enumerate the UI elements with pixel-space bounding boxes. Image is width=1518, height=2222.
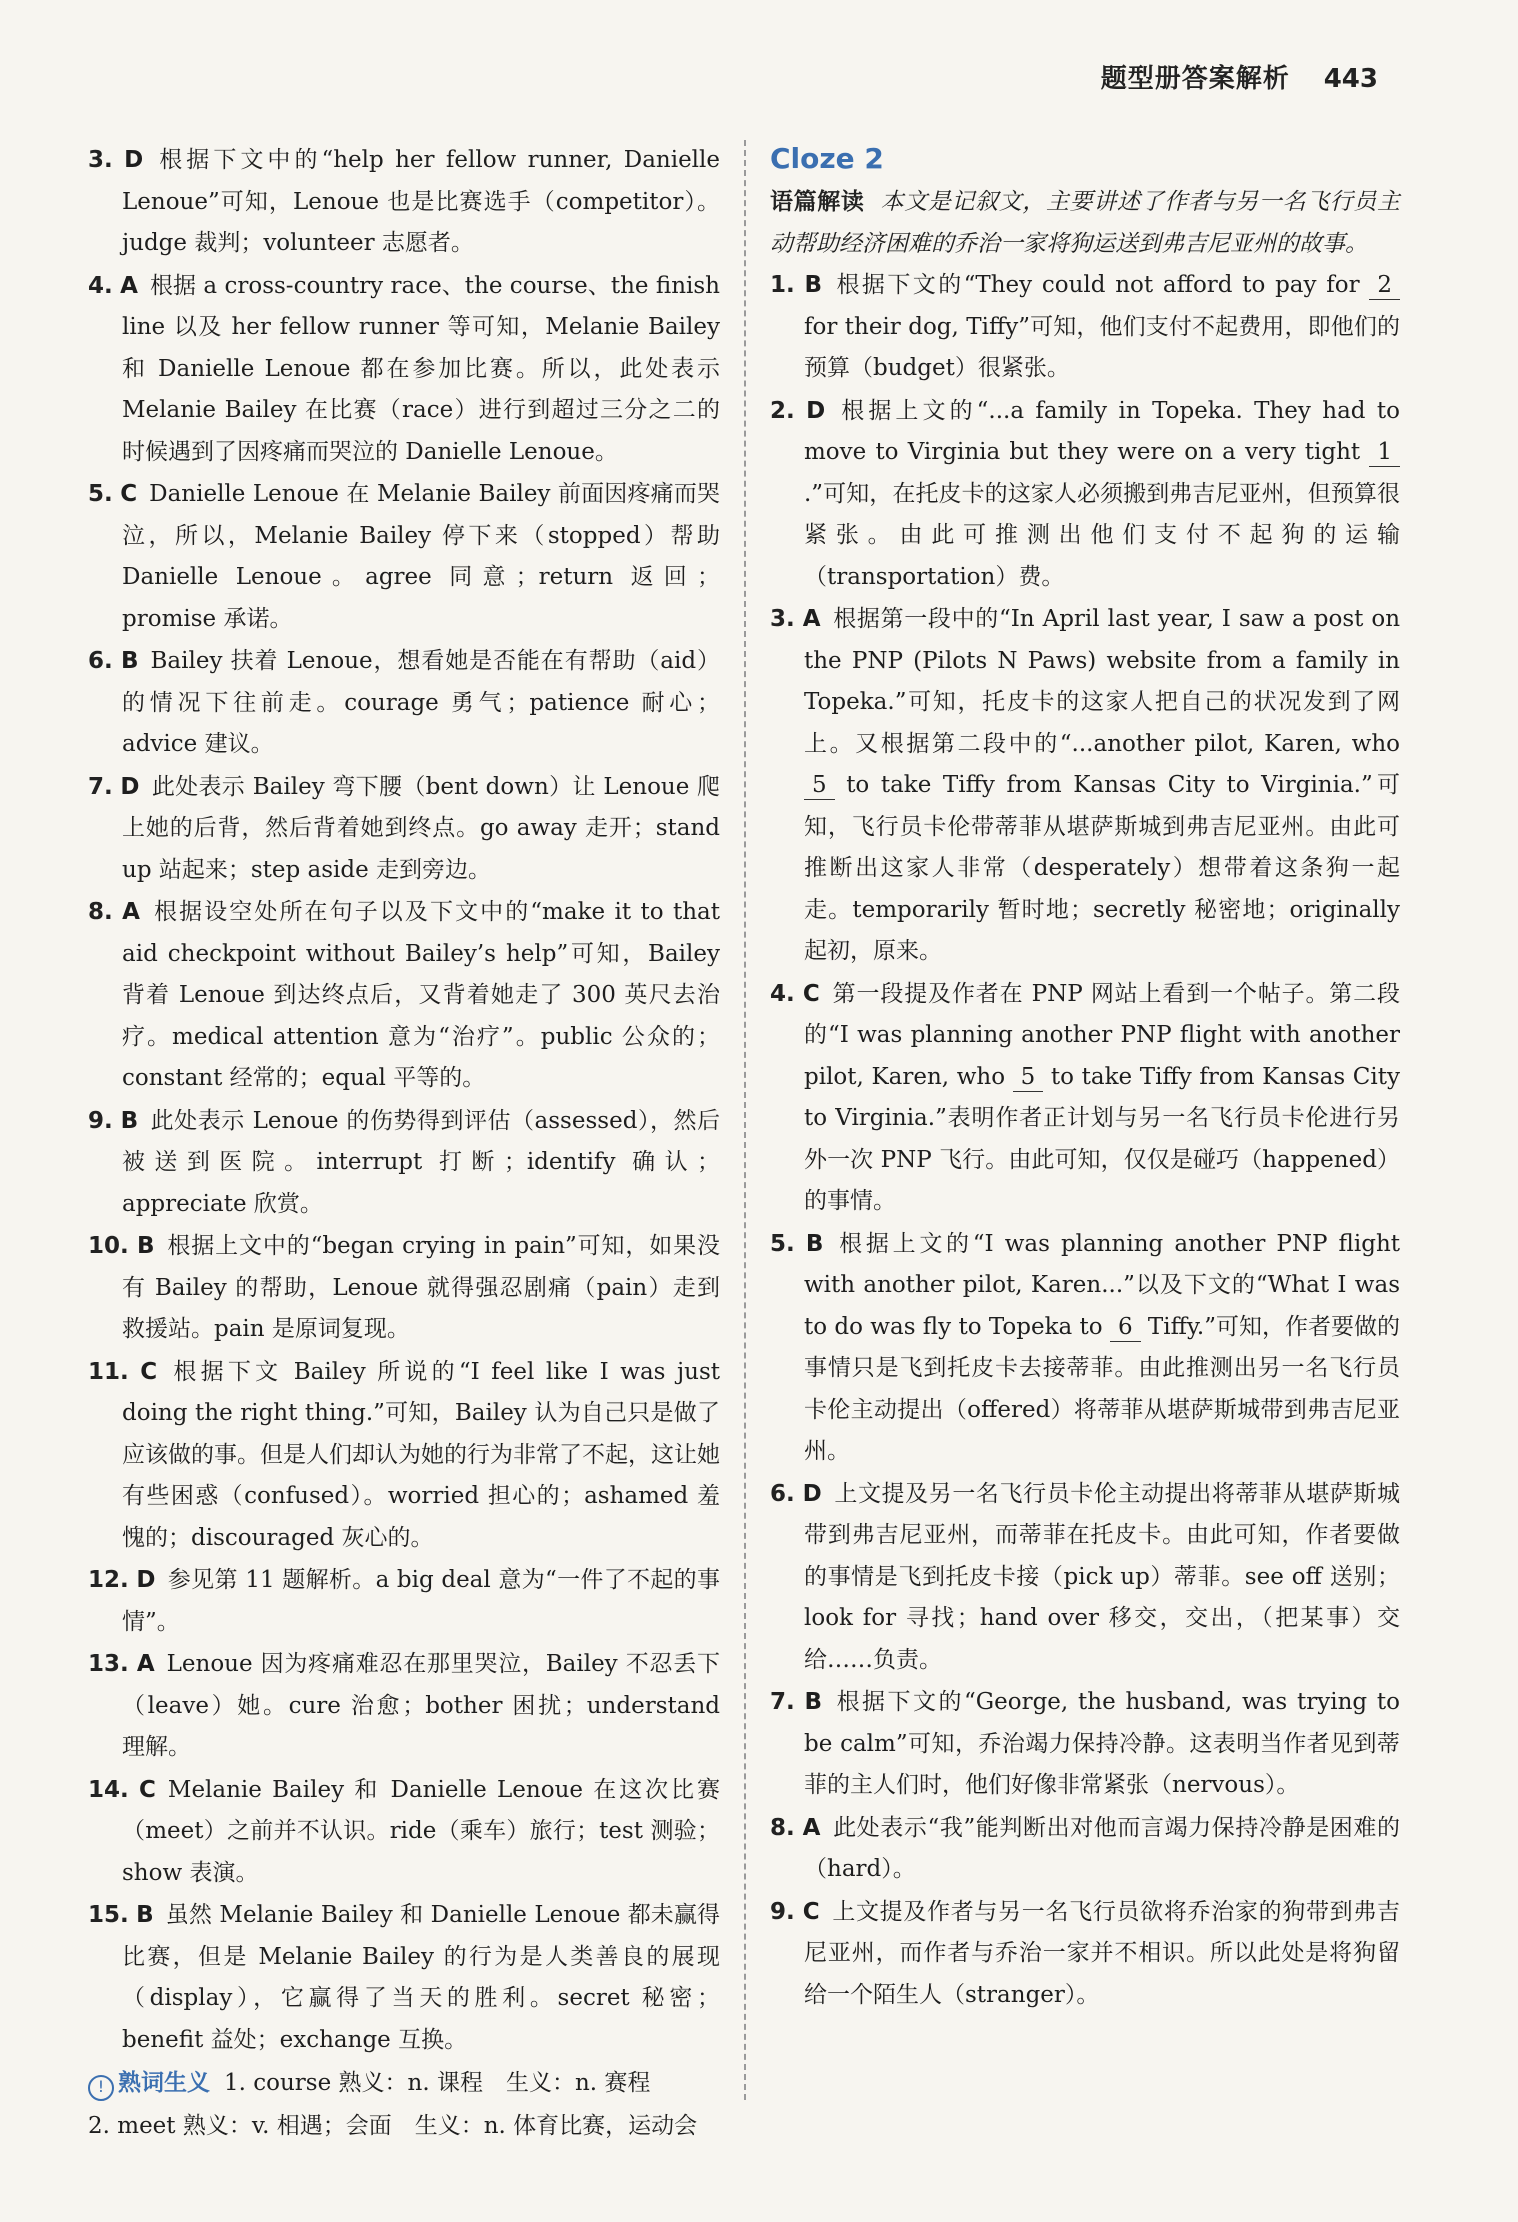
explanation-text: 第一段提及作者在 PNP 网站上看到一个帖子。第二段的“I was planning another PNP flight with another pilot, Karen, who [804, 980, 1401, 1090]
item-number: 6. [88, 648, 113, 674]
header-title: 题型册答案解析 [1100, 64, 1290, 94]
vocab-box [88, 2063, 720, 2105]
item-number: 10. [88, 1233, 129, 1259]
explanation-text-cont: for their dog, Tiffy”可知，他们支付不起费用，即他们的预算（budget）很紧张。 [804, 313, 1400, 381]
answer-item [88, 1895, 720, 2061]
explanation-text: Danielle Lenoue 在 Melanie Bailey 前面因疼痛而哭泣，所以，Melanie Bailey 停下来（stopped）帮助 Danielle Lenoue。agree 同意；return 返回；promise 承诺。 [122, 481, 720, 632]
page-number: 443 [1323, 64, 1378, 94]
answer-letter: D [136, 1567, 156, 1593]
intro-label: 语篇解读 [770, 189, 865, 215]
explanation-text: 根据第一段中的“In April last year, I saw a post on the PNP (Pilots N Paws) website from a family in Topeka.”可知，托皮卡的这家人把自己的状况发到了网上。又根据第二段中的“...another pilot, Karen, who [804, 606, 1401, 757]
item-number: 5. [88, 481, 113, 507]
explanation-text: 根据下文中的“help her fellow runner, Danielle Lenoue”可知，Lenoue 也是比赛选手（competitor）。judge 裁判；volunteer 志愿者。 [122, 147, 721, 256]
answer-item [88, 892, 720, 1100]
item-number: 8. [770, 1814, 795, 1841]
answer-item [770, 1682, 1400, 1807]
item-number: 14. [88, 1776, 129, 1803]
explanation-text: 上文提及作者与另一名飞行员欲将乔治家的狗带到弗吉尼亚州，而作者与乔治一家并不相识。所以此处是将狗留给一个陌生人（stranger）。 [804, 1898, 1401, 2008]
answer-item [770, 1474, 1400, 1682]
item-number: 15. [88, 1902, 129, 1928]
answer-item [770, 599, 1400, 973]
answer-item [88, 1226, 720, 1351]
item-number: 11. [88, 1358, 129, 1385]
item-number: 1. [770, 272, 795, 298]
explanation-text: 根据上文的“...a family in Topeka. They had to move to Virginia but they were on a very tight [804, 397, 1401, 465]
answer-letter: C [139, 1776, 156, 1803]
explanation-text-cont: Tiffy.”可知，作者要做的事情只是飞到托皮卡去接蒂菲。由此推测出另一名飞行员卡伦主动提出（offered）将蒂菲从堪萨斯城带到弗吉尼亚州。 [804, 1313, 1400, 1464]
vocab-line-1: 1. course 熟义：n. 课程 生义：n. 赛程 [224, 2070, 651, 2096]
answer-letter: B [136, 1233, 155, 1259]
item-number: 12. [88, 1567, 129, 1593]
blank-number: 1 [1369, 438, 1400, 467]
item-number: 13. [88, 1651, 129, 1677]
item-number: 3. [770, 606, 795, 632]
item-number: 4. [88, 272, 113, 299]
explanation-text-cont: .”可知，在托皮卡的这家人必须搬到弗吉尼亚州，但预算很紧张。由此可推测出他们支付不起狗的运输（transportation）费。 [804, 480, 1400, 590]
explanation-text-cont: to take Tiffy from Kansas City to Virginia.”可知，飞行员卡伦带蒂菲从堪萨斯城到弗吉尼亚州。由此可推断出这家人非常（desperately）想带着这条狗一起走。temporarily 暂时地；secretly 秘密地；originally 起初，原来。 [804, 772, 1400, 964]
item-number: 9. [770, 1898, 795, 1925]
explanation-text: Lenoue 因为疼痛难忍在那里哭泣，Bailey 不忍丢下（leave）她。cure 治愈；bother 困扰；understand 理解。 [122, 1651, 721, 1760]
explanation-text: 此处表示“我”能判断出对他而言竭力保持冷静是困难的（hard）。 [804, 1814, 1400, 1882]
cloze-title: Cloze 2 [770, 142, 884, 175]
passage-intro [770, 182, 1400, 265]
answer-item [88, 266, 720, 474]
item-number: 7. [770, 1689, 795, 1715]
answer-letter: C [140, 1358, 158, 1385]
answer-letter: B [804, 272, 823, 298]
answer-item [770, 1808, 1400, 1891]
item-number: 2. [770, 397, 795, 424]
blank-number: 5 [804, 771, 835, 800]
left-column [88, 140, 720, 2148]
answer-letter: A [802, 1814, 821, 1841]
vocab-line-2: 2. meet 熟义：v. 相遇；会面 生义：n. 体育比赛，运动会 [88, 2112, 698, 2139]
item-number: 4. [770, 980, 795, 1007]
item-number: 3. [88, 147, 113, 173]
explanation-text: 根据下文 Bailey 所说的“I feel like I was just doing the right thing.”可知，Bailey 认为自己只是做了应该做的事。但是人们却认为她的行为非常了不起，这让她有些困惑（confused）。worried 担心的；ashamed 羞愧的；discouraged 灰心的。 [122, 1358, 720, 1551]
answer-item [88, 1101, 720, 1226]
item-number: 5. [770, 1230, 795, 1257]
explanation-text: Bailey 扶着 Lenoue，想看她是否能在有帮助（aid）的情况下往前走。courage 勇气；patience 耐心；advice 建议。 [122, 648, 720, 757]
answer-letter: A [802, 606, 821, 632]
answer-letter: C [802, 1898, 820, 1925]
answer-letter: D [806, 397, 826, 424]
explanation-text: 上文提及另一名飞行员卡伦主动提出将蒂菲从堪萨斯城带到弗吉尼亚州，而蒂菲在托皮卡。由此可知，作者要做的事情是飞到托皮卡接（pick up）蒂菲。see off 送别；look for 寻找；hand over 移交，交出，（把某事）交给……负责。 [804, 1480, 1400, 1673]
explanation-text: 根据设空处所在句子以及下文中的“make it to that aid checkpoint without Bailey’s help”可知，Bailey 背着 Lenoue 到达终点后，又背着她走了 300 英尺去治疗。medical attention 意为“治疗”。public 公众的；constant 经常的；equal 平等的。 [122, 899, 721, 1091]
intro-text: 本文是记叙文，主要讲述了作者与另一名飞行员主动帮助经济困难的乔治一家将狗运送到弗吉尼亚州的故事。 [770, 189, 1401, 257]
answer-letter: B [120, 1107, 139, 1134]
answer-item [770, 265, 1400, 390]
answer-letter: B [120, 648, 139, 674]
explanation-text: 参见第 11 题解析。a big deal 意为“一件了不起的事情”。 [122, 1567, 721, 1635]
answer-item [770, 1892, 1400, 2017]
explanation-text: 此处表示 Lenoue 的伤势得到评估（assessed），然后被送到医院。interrupt 打断；identify 确认；appreciate 欣赏。 [122, 1107, 721, 1217]
answer-letter: D [802, 1480, 822, 1507]
answer-item [770, 1224, 1400, 1473]
answer-item [88, 140, 720, 265]
answer-item [88, 641, 720, 766]
answer-item [770, 974, 1400, 1223]
answer-letter: D [120, 773, 140, 800]
answer-item [88, 1352, 720, 1560]
answer-letter: A [136, 1651, 155, 1677]
explanation-text: 根据上文中的“began crying in pain”可知，如果没有 Bailey 的帮助，Lenoue 就得强忍剧痛（pain）走到救援站。pain 是原词复现。 [122, 1233, 720, 1342]
explanation-text: 此处表示 Bailey 弯下腰（bent down）让 Lenoue 爬上她的后背，然后背着她到终点。go away 走开；stand up 站起来；step aside 走到旁边。 [122, 773, 720, 883]
answer-letter: C [802, 980, 820, 1007]
answer-letter: B [805, 1230, 824, 1257]
blank-number: 5 [1013, 1063, 1044, 1092]
explanation-text: 根据下文的“George, the husband, was trying to be calm”可知，乔治竭力保持冷静。这表明当作者见到蒂菲的主人们时，他们好像非常紧张（nervous）。 [804, 1689, 1400, 1798]
explanation-text: 根据 a cross-country race、the course、the finish line 以及 her fellow runner 等可知，Melanie Bailey 和 Danielle Lenoue 都在参加比赛。所以，此处表示 Melanie Bailey 在比赛（race）进行到超过三分之二的时候遇到了因疼痛而哭泣的 Danielle Lenoue。 [122, 272, 720, 465]
answer-letter: B [136, 1902, 154, 1928]
right-column [770, 140, 1400, 2017]
answer-letter: A [122, 899, 140, 925]
answer-letter: A [120, 272, 138, 299]
item-number: 7. [88, 773, 113, 800]
explanation-text: Melanie Bailey 和 Danielle Lenoue 在这次比赛（meet）之前并不认识。ride（乘车）旅行；test 测验；show 表演。 [122, 1776, 720, 1886]
item-number: 9. [88, 1107, 113, 1134]
answer-item [88, 767, 720, 892]
answer-item [88, 1770, 720, 1895]
answer-letter: D [124, 147, 144, 173]
exclamation-icon: ! [88, 2075, 114, 2101]
explanation-text: 虽然 Melanie Bailey 和 Danielle Lenoue 都未赢得比赛，但是 Melanie Bailey 的行为是人类善良的展现（display），它赢得了当天的胜利。secret 秘密；benefit 益处；exchange 互换。 [122, 1902, 720, 2053]
answer-letter: C [120, 481, 138, 507]
vocab-line-2-row [88, 2106, 720, 2148]
page-header [1101, 58, 1378, 95]
answer-item [770, 391, 1400, 599]
blank-number: 2 [1369, 271, 1400, 300]
column-divider [744, 140, 746, 2100]
vocab-label: 熟词生义 [118, 2070, 210, 2096]
answer-letter: B [804, 1689, 823, 1715]
blank-number: 6 [1110, 1313, 1141, 1342]
item-number: 8. [88, 899, 113, 925]
answer-item [88, 1644, 720, 1769]
answer-item [88, 474, 720, 640]
explanation-text: 根据下文的“They could not afford to pay for [834, 272, 1370, 298]
explanation-text: 根据上文的“I was planning another PNP flight with another pilot, Karen...”以及下文的“What I was to do was fly to Topeka to [804, 1230, 1401, 1340]
explanation-text-cont: to take Tiffy from Kansas City to Virginia.”表明作者正计划与另一名飞行员卡伦进行另外一次 PNP 飞行。由此可知，仅仅是碰巧（happened）的事情。 [804, 1063, 1400, 1214]
answer-item [88, 1560, 720, 1643]
item-number: 6. [770, 1480, 795, 1507]
